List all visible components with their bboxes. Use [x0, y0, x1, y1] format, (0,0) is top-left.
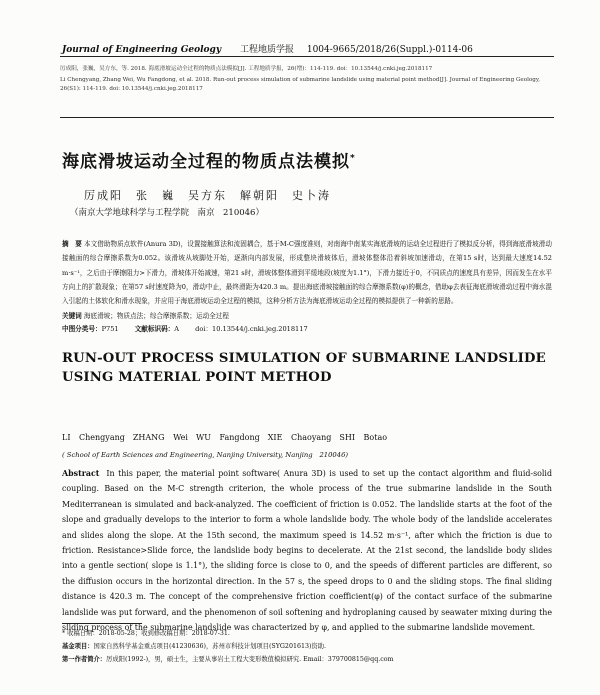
footnotes [62, 627, 552, 666]
doi-label: doi： [195, 325, 213, 333]
abstract-en-text: In this paper, the material point software( Anura 3D) is used to set up the contact algorithm and fluid-solid coupling. Based on the M-C strength criterion, the whole process of the true submarine landslide in the South Mediterranean is simulated and back-analyzed. The coefficient of friction is 0.052. The landslide starts at the foot of the slope and gradually develops to the interior to form a whole landslide body. The whole body of the landslide accelerates and slides along the slope. At the 15th second, the maximum speed is 14.52 m·s⁻¹, after which the friction is due to friction. Resistance>Slide force, the landslide body begins to decelerate. At the 21st second, the landslide body slides into a gentle section( slope is 1.1°), the sliding force is close to 0, and the speeds of different particles are different, so the diffusion occurs in the horizontal direction. In the 57 s, the speed drops to 0 and the sliding stops. The final sliding distance is 420.3 m. The concept of the comprehensive friction coefficient(φ) of the contact surface of the submarine landslide was put forward, and the phenomenon of soil softening and hydroplaning caused by seawater mixing during the sliding process of the submarine landslide was characterized by φ, and applied to the submarine landslide movement. [62, 469, 552, 633]
authors-en: LI Chengyang ZHANG Wei WU Fangdong XIE Chaoyang SHI Botao [62, 433, 388, 442]
keywords-cn-text: 海底滑坡；物质点法；综合摩擦系数；运动全过程 [83, 312, 229, 320]
citation-block [60, 65, 554, 94]
fund-label: 基金项目： [62, 643, 94, 650]
footnote-author [62, 653, 552, 666]
affiliation-cn: （南京大学地球科学与工程学院 南京 210046） [70, 208, 264, 218]
title-footnote-mark: * [350, 153, 356, 164]
doc-code-label: 文献标识码： [134, 325, 175, 333]
classification-line [62, 323, 552, 333]
abstract-cn-label: 摘 要 [62, 240, 82, 248]
clc-code: P751 [101, 325, 119, 333]
author-text: 厉成阳(1992-)，男，硕士生，主要从事岩土工程大变形数值模拟研究. Email：379700815@qq.com [106, 656, 394, 663]
abstract-cn [62, 237, 552, 308]
affiliation-en: ( School of Earth Sciences and Engineering, Nanjing University, Nanjing 210046) [62, 451, 349, 459]
footnote-rule [62, 623, 142, 624]
journal-name-cn: 工程地质学报 [239, 45, 294, 55]
abstract-en [62, 466, 552, 635]
title-cn: 海底滑坡运动全过程的物质点法模拟* [62, 152, 356, 172]
footnote-fund [62, 640, 552, 653]
doi-value: 10.13544/j.cnki.jeg.2018117 [212, 325, 308, 333]
clc-label: 中图分类号： [62, 325, 102, 333]
doc-code: A [174, 325, 180, 333]
keywords-cn-label: 关键词 [62, 312, 82, 320]
footnote-received: * 收稿日期：2018-05-28；收到修改稿日期：2018-07-31. [62, 630, 230, 637]
citation-cn: 厉成阳，张巍，吴方东，等. 2018. 海底滑坡运动全过程的物质点法模拟[J]. 工程地质学报，26(增)：114-119. doi：10.13544/j.cnki.jeg.2018117 [60, 66, 433, 72]
running-header [62, 42, 552, 55]
header-rule [60, 56, 554, 57]
authors-cn: 厉成阳 张 巍 吴方东 解朝阳 史卜涛 [84, 189, 331, 202]
keywords-cn [62, 310, 552, 320]
issn-line: 1004-9665/2018/26(Suppl.)-0114-06 [306, 45, 473, 55]
citation-en: Li Chengyang, Zhang Wei, Wu Fangdong, et al. 2018. Run-out process simulation of submarine landslide using material point method[J]. Journal of Engineering Geology, 26(S1): 114-119. doi: 10.13544/j.cnki.jeg.2018117 [60, 77, 541, 92]
journal-name: Journal of Engineering Geology [62, 45, 222, 55]
fund-text: 国家自然科学基金重点项目(41230636)，苏州市科技计划项目(SYG201613)资助. [93, 643, 327, 650]
abstract-cn-text: 本文借助物质点软件(Anura 3D)，设置接触算法和流固耦合，基于M-C强度准则，对南海中南某实海底滑坡的运动全过程进行了模拟反分析，得到海底滑坡滑动接触面的综合摩擦系数为0.052。该滑坡从坡脚处开始，逐渐向内部发展，形成整块滑坡体后，滑坡体整体沿着斜坡加速滑动，在第15 s时，达到最大速度14.52 m·s⁻¹，之后由于摩擦阻力>下滑力，滑坡体开始减速，第21 s时，滑坡体整体滑到平缓地段(坡度为1.1°)，下滑力接近于0，不同质点的速度具有差异，因而发生在水平方向上的扩散现象；在第57 s时速度降为0，滑动中止，最终滑距为420.3 m。提出海底滑坡接触面的综合摩擦系数(φ)的概念，借助φ去表征海底滑坡滑动过程中海水混入引起的土体软化和滑水现象，并应用于海底滑坡运动全过程的模拟，这种分析方法为海底滑坡运动全过程的模拟提供了一种新的思路。 [62, 240, 552, 306]
author-label: 第一作者简介： [62, 656, 107, 663]
title-en: RUN-OUT PROCESS SIMULATION OF SUBMARINE LANDSLIDE USING MATERIAL POINT METHOD [62, 351, 546, 385]
abstract-en-label: Abstract [62, 469, 100, 478]
citation-rule [60, 117, 554, 118]
